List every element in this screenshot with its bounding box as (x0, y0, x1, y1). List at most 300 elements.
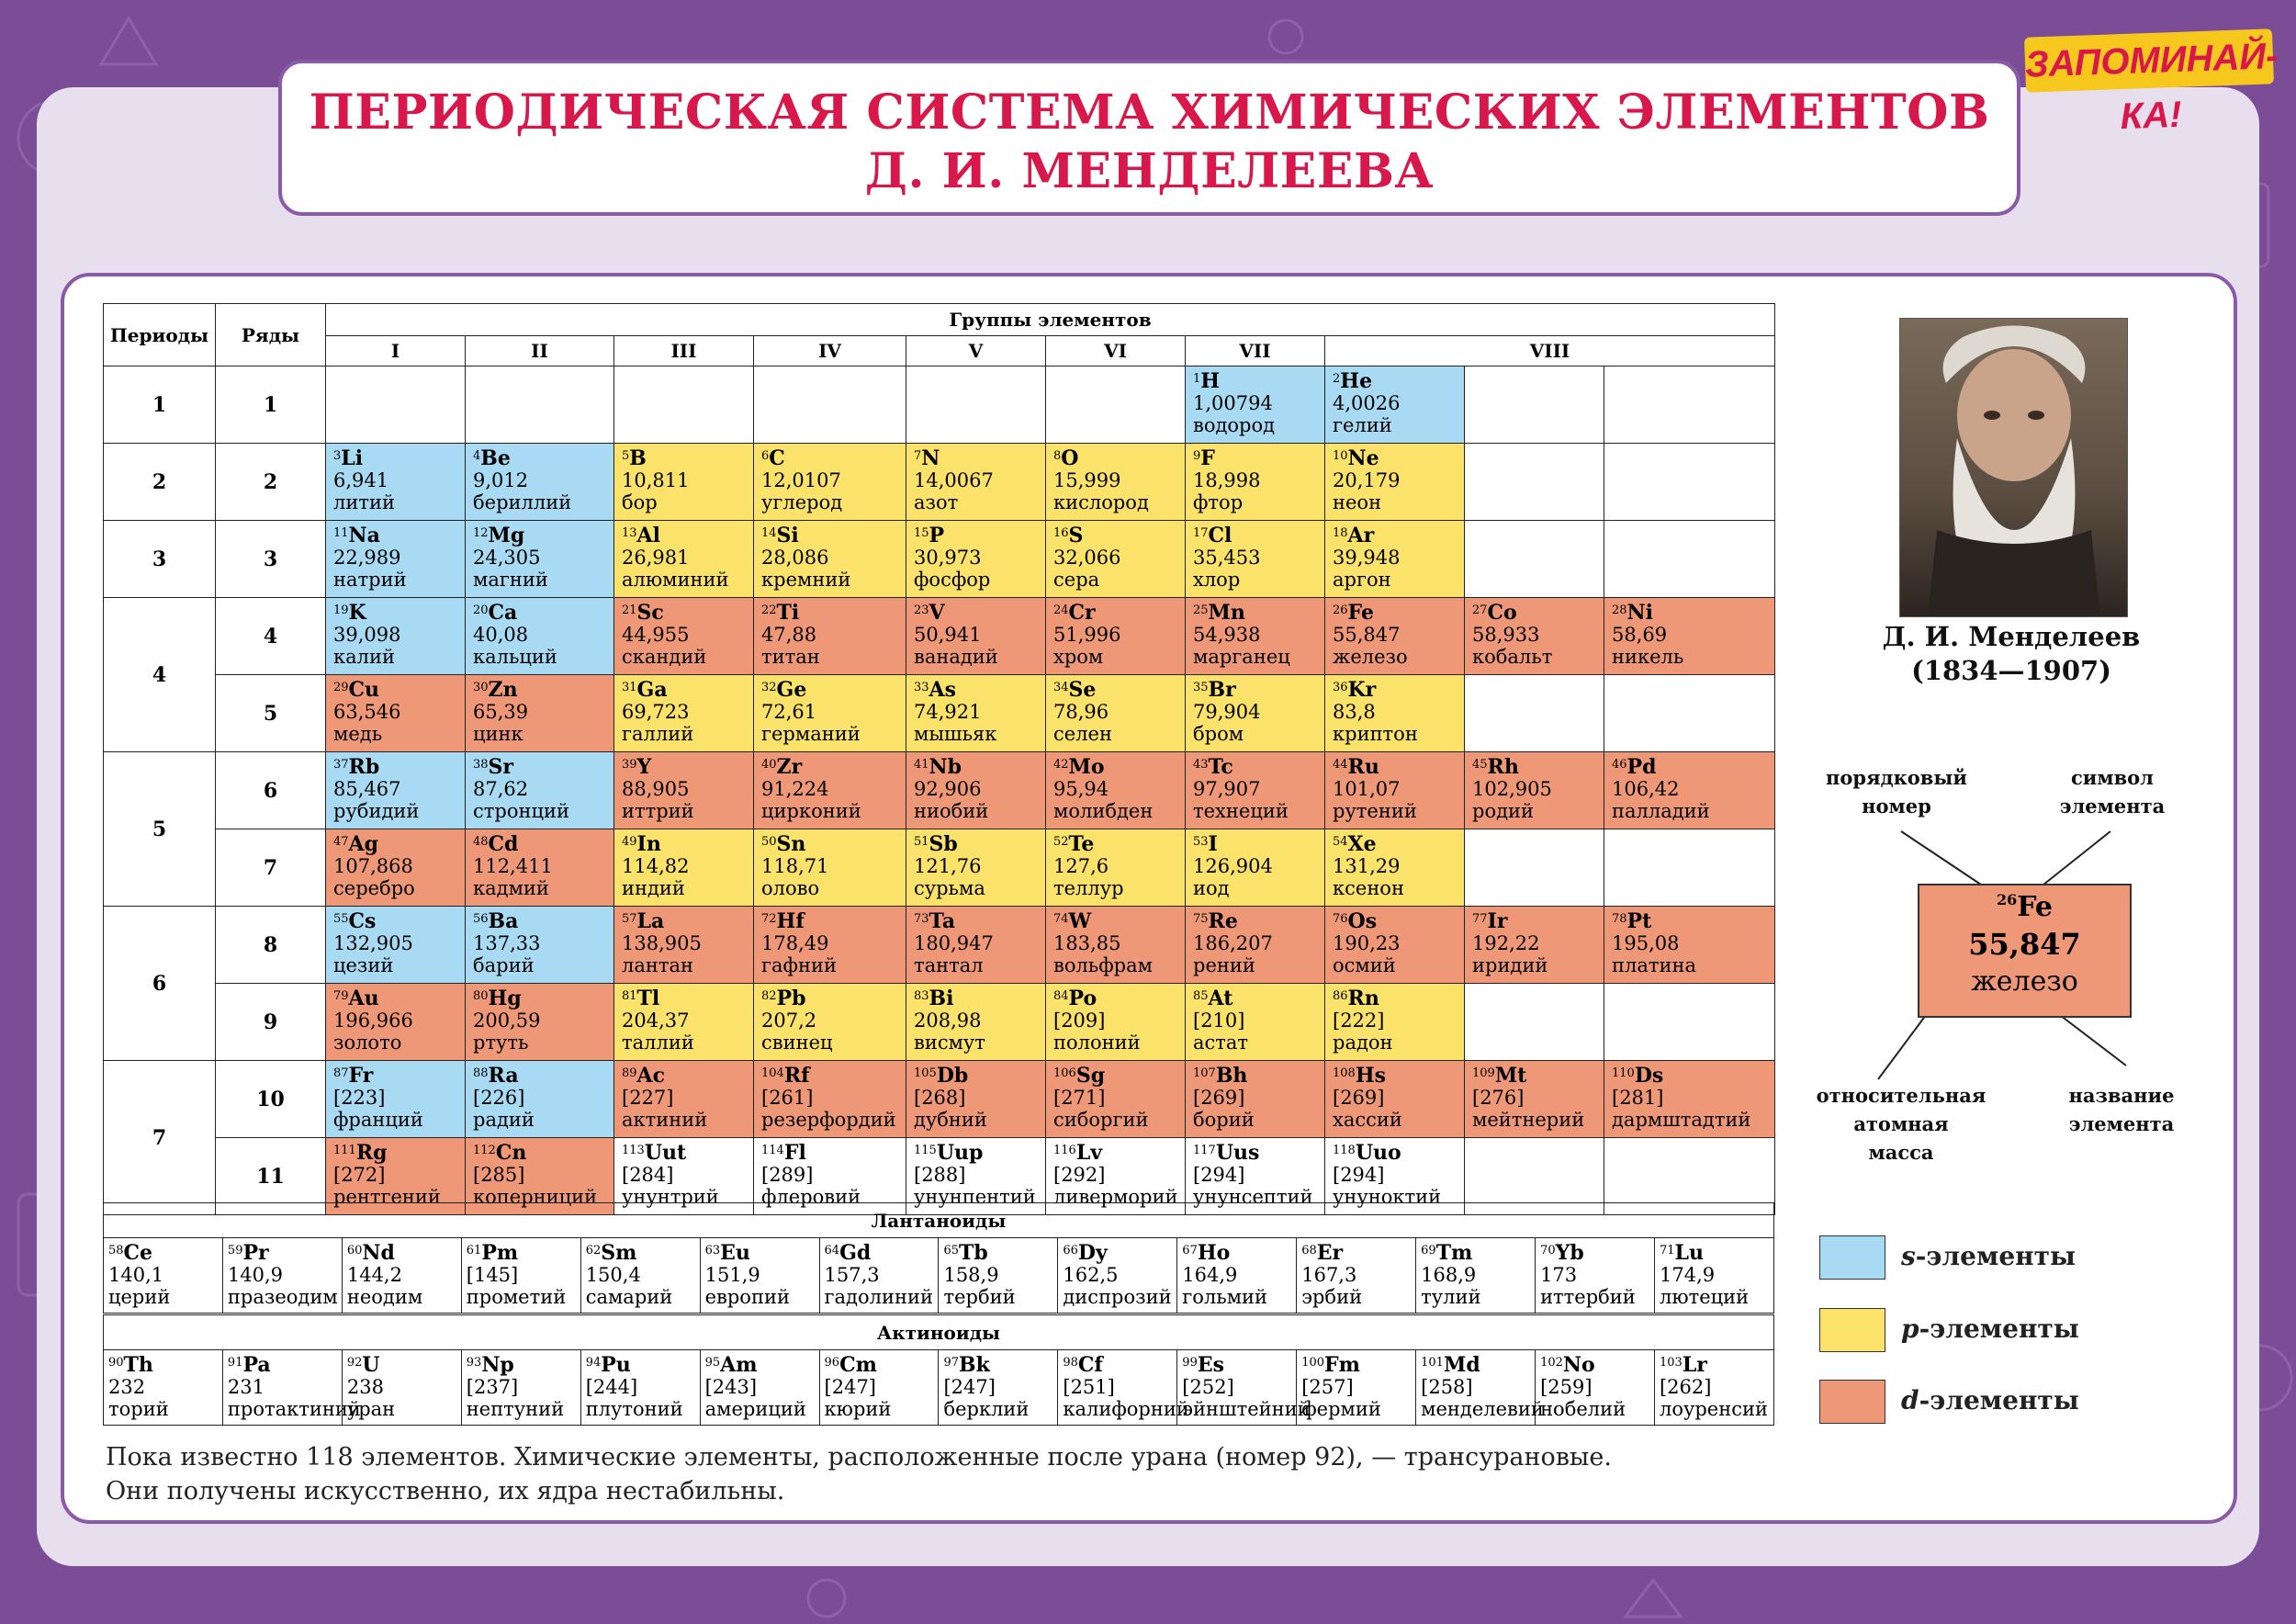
element-number: 78 (1612, 912, 1627, 926)
element-number: 21 (622, 603, 637, 617)
legend-swatch-s (1819, 1235, 1885, 1280)
element-number: 62 (585, 1244, 602, 1257)
element-name: коперниций (473, 1186, 598, 1208)
element-mass: 107,868 (333, 855, 413, 877)
element-number: 82 (761, 989, 777, 1003)
element-name: иридий (1472, 954, 1548, 976)
element-number: 56 (473, 912, 489, 926)
element-name: ливерморий (1053, 1186, 1178, 1208)
element-symbol: Pd (1626, 755, 1657, 779)
element-mass: 35,453 (1193, 547, 1261, 569)
row-number: 2 (216, 444, 326, 521)
element-mass: 112,411 (473, 855, 553, 877)
element-name: лоуренсий (1659, 1398, 1768, 1420)
element-mass: 55,847 (1333, 624, 1401, 646)
portrait-name: Д. И. Менделеев (1882, 621, 2141, 652)
element-symbol: In (636, 832, 661, 856)
row-number: 3 (216, 521, 326, 598)
element-symbol: Be (480, 446, 511, 470)
element-number: 67 (1182, 1244, 1198, 1257)
element-symbol: Fr (348, 1064, 374, 1088)
element-name: унунтрий (622, 1186, 719, 1208)
element-number: 54 (1333, 835, 1348, 849)
element-number: 112 (473, 1144, 496, 1157)
element-name: европий (704, 1286, 790, 1308)
element-name: церий (108, 1286, 171, 1308)
element-symbol: Mn (1208, 601, 1245, 625)
element-number: 4 (473, 449, 481, 463)
element-name: унунсептий (1193, 1186, 1313, 1208)
element-name: бор (622, 491, 658, 513)
element-symbol: Fe (1347, 601, 1374, 625)
element-symbol: Nd (362, 1241, 395, 1265)
element-number: 102 (1540, 1356, 1563, 1370)
element-name: дармштадтий (1612, 1109, 1751, 1131)
element-symbol: Hs (1355, 1064, 1386, 1088)
element-name: мейтнерий (1472, 1109, 1585, 1131)
element-symbol: Zn (488, 678, 518, 702)
element-name: водород (1193, 414, 1276, 436)
element-symbol: Ho (1197, 1241, 1231, 1265)
element-symbol: Si (776, 524, 799, 547)
element-mass: [210] (1193, 1009, 1245, 1032)
element-mass: [222] (1333, 1009, 1385, 1032)
element-name: цирконий (761, 800, 861, 822)
element-symbol: O (1061, 446, 1079, 470)
element-number: 113 (622, 1144, 645, 1157)
element-name: родий (1472, 800, 1535, 822)
element-name: тантал (914, 954, 984, 976)
element-symbol: No (1562, 1353, 1595, 1377)
element-symbol: Dy (1077, 1241, 1108, 1265)
element-number: 23 (914, 603, 929, 617)
legend-suffix-s: -элементы (1915, 1241, 2077, 1271)
element-name: лютеций (1659, 1286, 1750, 1308)
element-name: флеровий (761, 1186, 861, 1208)
element-mass: 186,207 (1193, 932, 1273, 954)
element-symbol: Mt (1494, 1064, 1527, 1088)
element-symbol: Li (341, 446, 364, 470)
element-name: тербий (943, 1286, 1016, 1308)
element-number: 61 (466, 1244, 482, 1257)
element-mass: 83,8 (1333, 701, 1376, 723)
element-mass: 167,3 (1301, 1264, 1357, 1286)
element-mass: 63,546 (333, 701, 401, 723)
element-number: 5 (622, 449, 630, 463)
element-mass: 18,998 (1193, 469, 1261, 491)
element-name: платина (1612, 954, 1696, 976)
legend-text-s (1901, 1235, 2076, 1278)
element-mass: 30,973 (914, 547, 982, 569)
element-symbol: Gd (839, 1241, 872, 1265)
element-mass: [237] (466, 1376, 519, 1398)
element-symbol: Zr (776, 755, 803, 779)
element-number: 47 (333, 835, 349, 849)
element-number: 98 (1063, 1356, 1078, 1370)
element-mass: [262] (1659, 1376, 1712, 1398)
element-symbol: Ac (636, 1064, 666, 1088)
element-symbol: Rb (348, 755, 380, 779)
group-label: VIII (1325, 336, 1775, 367)
element-mass: [251] (1063, 1376, 1115, 1398)
element-name: титан (761, 646, 820, 668)
element-mass: [257] (1301, 1376, 1354, 1398)
element-number: 86 (1333, 989, 1348, 1003)
element-symbol: Cm (839, 1353, 877, 1377)
element-mass: 121,76 (914, 855, 982, 877)
brand-badge: ЗАПОМИНАЙ-КА! (2024, 28, 2274, 92)
element-symbol: Md (1443, 1353, 1480, 1377)
element-mass: 9,012 (473, 469, 529, 491)
element-symbol: U (362, 1353, 380, 1377)
element-number: 81 (622, 989, 637, 1003)
element-mass: [281] (1612, 1087, 1664, 1109)
element-symbol: Cf (1077, 1353, 1103, 1377)
element-symbol: Tl (636, 987, 660, 1010)
element-symbol: N (921, 446, 940, 470)
element-name: кальций (473, 646, 557, 668)
element-symbol: Mg (488, 524, 525, 547)
label-name-line2: элемента (2068, 1112, 2175, 1135)
label-name-line1: название (2068, 1084, 2175, 1107)
element-number: 95 (704, 1356, 721, 1370)
element-name: калифорний (1063, 1398, 1189, 1420)
element-number: 38 (473, 758, 489, 772)
element-symbol: Ag (348, 832, 378, 856)
group-label: VI (1046, 336, 1186, 367)
element-name: палладий (1612, 800, 1710, 822)
element-number: 43 (1193, 758, 1209, 772)
element-number: 48 (473, 835, 489, 849)
legend-suffix-d: -элементы (1919, 1385, 2079, 1415)
element-symbol: Mo (1068, 755, 1105, 779)
element-number: 71 (1659, 1244, 1675, 1257)
element-name: радий (473, 1109, 535, 1131)
element-number: 85 (1193, 989, 1209, 1003)
element-symbol: Sm (601, 1241, 637, 1265)
element-name: железо (1333, 646, 1408, 668)
label-symbol (2048, 763, 2177, 820)
element-name: дубний (914, 1109, 987, 1131)
element-name: гелий (1333, 414, 1392, 436)
element-name: алюминий (622, 569, 729, 591)
element-symbol: Ar (1347, 524, 1375, 547)
element-mass: 58,933 (1472, 624, 1540, 646)
element-mass: [247] (943, 1376, 996, 1398)
element-name: сиборгий (1053, 1109, 1149, 1131)
element-number: 72 (761, 912, 777, 926)
element-name: эйнштейний (1182, 1398, 1311, 1420)
element-mass: [289] (761, 1164, 814, 1186)
element-symbol: Au (348, 987, 379, 1010)
element-number: 50 (761, 835, 777, 849)
element-number: 18 (1333, 526, 1348, 540)
element-symbol: Rh (1487, 755, 1519, 779)
element-name: никель (1612, 646, 1684, 668)
row-number: 4 (216, 598, 326, 675)
element-number: 79 (333, 989, 349, 1003)
element-number: 44 (1333, 758, 1348, 772)
element-number: 83 (914, 989, 929, 1003)
element-number: 36 (1333, 681, 1348, 694)
element-number: 19 (333, 603, 349, 617)
legend-letter-p: p (1901, 1314, 1919, 1344)
element-mass: 12,0107 (761, 469, 841, 491)
element-mass: [247] (824, 1376, 876, 1398)
element-mass: 95,94 (1053, 778, 1109, 800)
element-number: 58 (108, 1244, 124, 1257)
element-symbol: P (929, 524, 945, 547)
element-mass: 40,08 (473, 624, 529, 646)
element-mass: 51,996 (1053, 624, 1121, 646)
element-number: 76 (1333, 912, 1348, 926)
element-symbol: Fl (783, 1141, 806, 1165)
element-number: 110 (1612, 1066, 1635, 1080)
element-number: 32 (761, 681, 777, 694)
element-symbol: Po (1068, 987, 1097, 1010)
element-mass: [269] (1333, 1087, 1385, 1109)
element-mass: 127,6 (1053, 855, 1109, 877)
element-symbol: Cn (495, 1141, 527, 1165)
element-name: кобальт (1472, 646, 1553, 668)
element-name: бериллий (473, 491, 572, 513)
element-mass: [244] (585, 1376, 638, 1398)
element-symbol: Bi (929, 987, 954, 1010)
element-name: унуноктий (1333, 1186, 1442, 1208)
element-name: самарий (585, 1286, 673, 1308)
element-number: 65 (943, 1244, 959, 1257)
element-symbol: Tb (959, 1241, 988, 1265)
element-symbol: Cr (1068, 601, 1096, 625)
row-number: 11 (216, 1138, 326, 1215)
element-mass: 232 (108, 1376, 146, 1398)
element-name: кремний (761, 569, 851, 591)
element-mass: 114,82 (622, 855, 690, 877)
element-number: 6 (761, 449, 770, 463)
element-mass: 195,08 (1612, 932, 1680, 954)
element-number: 34 (1053, 681, 1069, 694)
element-mass: 174,9 (1659, 1264, 1716, 1286)
element-mass: 106,42 (1612, 778, 1680, 800)
element-mass: 15,999 (1053, 469, 1121, 491)
element-number: 14 (761, 526, 777, 540)
element-name: полоний (1053, 1032, 1141, 1054)
period-number: 4 (104, 598, 216, 752)
element-mass: [285] (473, 1164, 525, 1186)
element-mass: [268] (914, 1087, 966, 1109)
element-name: цезий (333, 954, 394, 976)
element-name: серебро (333, 877, 415, 899)
element-name: резерфордий (761, 1109, 896, 1131)
row-number: 6 (216, 752, 326, 829)
element-number: 89 (622, 1066, 637, 1080)
element-mass: [294] (1193, 1164, 1245, 1186)
element-number: 20 (473, 603, 489, 617)
element-mass: 39,948 (1333, 547, 1401, 569)
element-name: гафний (761, 954, 837, 976)
element-name: цинк (473, 723, 523, 745)
element-name: эрбий (1301, 1286, 1363, 1308)
element-symbol: Es (1197, 1353, 1224, 1377)
element-symbol: Ce (123, 1241, 153, 1265)
element-name: теллур (1053, 877, 1124, 899)
element-number: 35 (1193, 681, 1209, 694)
period-number: 6 (104, 907, 216, 1061)
element-mass: [288] (914, 1164, 966, 1186)
element-mass: [269] (1193, 1087, 1245, 1109)
element-name: плутоний (585, 1398, 683, 1420)
sample-number: 26 (1996, 891, 2018, 908)
element-symbol: Pr (242, 1241, 269, 1265)
element-name: унунпентий (914, 1186, 1036, 1208)
element-number: 117 (1193, 1144, 1216, 1157)
element-name: хром (1053, 646, 1104, 668)
label-atomic-mass (1814, 1081, 1988, 1167)
element-symbol: Ne (1347, 446, 1379, 470)
element-number: 94 (585, 1356, 602, 1370)
element-name: гадолиний (824, 1286, 933, 1308)
period-number: 3 (104, 521, 216, 598)
element-symbol: Rn (1347, 987, 1379, 1010)
element-name: астат (1193, 1032, 1249, 1054)
element-number: 80 (473, 989, 489, 1003)
element-number: 42 (1053, 758, 1069, 772)
element-mass: 131,29 (1333, 855, 1401, 877)
element-mass: 65,39 (473, 701, 529, 723)
element-mass: 238 (346, 1376, 384, 1398)
element-name: тулий (1421, 1286, 1481, 1308)
element-number: 8 (1053, 449, 1062, 463)
element-mass: 151,9 (704, 1264, 760, 1286)
element-number: 31 (622, 681, 637, 694)
element-mass: 162,5 (1063, 1264, 1119, 1286)
element-symbol: La (636, 909, 665, 933)
actinides-header: Актиноиды (104, 1315, 1774, 1350)
element-symbol: Kr (1347, 678, 1377, 702)
element-mass: 102,905 (1472, 778, 1552, 800)
element-symbol: Pb (776, 987, 806, 1010)
element-name: ртуть (473, 1032, 529, 1054)
element-symbol: Ge (776, 678, 807, 702)
element-name: фермий (1301, 1398, 1381, 1420)
element-number: 63 (704, 1244, 721, 1257)
element-mass: [223] (333, 1087, 386, 1109)
element-symbol: Sr (488, 755, 514, 779)
element-symbol: He (1340, 369, 1373, 393)
element-number: 49 (622, 835, 637, 849)
element-mass: [276] (1472, 1087, 1525, 1109)
element-mass: 78,96 (1053, 701, 1109, 723)
element-number: 9 (1193, 449, 1201, 463)
element-number: 109 (1472, 1066, 1495, 1080)
element-symbol: Te (1068, 832, 1095, 856)
element-symbol: Ca (488, 601, 518, 625)
label-element-name (2057, 1081, 2186, 1138)
element-symbol: Ru (1347, 755, 1379, 779)
element-symbol: Lu (1674, 1241, 1704, 1265)
element-name: прометий (466, 1286, 567, 1308)
element-name: нобелий (1540, 1398, 1626, 1420)
row-number: 10 (216, 1061, 326, 1138)
legend-letter-s: s (1901, 1241, 1916, 1271)
element-mass: 126,904 (1193, 855, 1273, 877)
element-mass: [243] (704, 1376, 758, 1398)
element-name: фосфор (914, 569, 991, 591)
element-mass: 138,905 (622, 932, 702, 954)
element-name: таллий (622, 1032, 694, 1054)
element-number: 97 (943, 1356, 959, 1370)
period-number: 2 (104, 444, 216, 521)
element-number: 92 (346, 1356, 363, 1370)
element-name: лантан (622, 954, 693, 976)
legend-text-p (1901, 1308, 2079, 1350)
element-number: 115 (914, 1144, 937, 1157)
element-name: празеодим (227, 1286, 338, 1308)
element-symbol: I (1208, 832, 1218, 856)
element-mass: [227] (622, 1087, 674, 1109)
element-symbol: Os (1347, 909, 1378, 933)
element-number: 41 (914, 758, 929, 772)
row-number: 5 (216, 675, 326, 752)
element-number: 40 (761, 758, 777, 772)
element-name: кислород (1053, 491, 1149, 513)
element-name: осмий (1333, 954, 1396, 976)
element-mass: [271] (1053, 1087, 1106, 1109)
element-mass: 54,938 (1193, 624, 1261, 646)
element-mass: 196,966 (333, 1009, 413, 1032)
element-name: протактиний (227, 1398, 361, 1420)
element-name: америций (704, 1398, 806, 1420)
element-mass: 137,33 (473, 932, 541, 954)
row-number: 7 (216, 829, 326, 907)
element-mass: 158,9 (943, 1264, 999, 1286)
element-number: 70 (1540, 1244, 1556, 1257)
element-symbol: Uuo (1355, 1141, 1401, 1165)
element-number: 93 (466, 1356, 482, 1370)
group-label: IV (754, 336, 906, 367)
element-symbol: Cu (348, 678, 380, 702)
element-number: 114 (761, 1144, 784, 1157)
element-number: 118 (1333, 1144, 1356, 1157)
element-name: нептуний (466, 1398, 565, 1420)
element-name: иттрий (622, 800, 694, 822)
element-symbol: H (1200, 369, 1221, 393)
element-mass: 28,086 (761, 547, 829, 569)
element-name: мышьяк (914, 723, 997, 745)
element-name: золото (333, 1032, 402, 1054)
element-name: олово (761, 877, 820, 899)
label-mass-line2: атомная (1853, 1112, 1949, 1135)
element-number: 25 (1193, 603, 1209, 617)
element-number: 64 (824, 1244, 840, 1257)
element-number: 26 (1333, 603, 1348, 617)
element-name: литий (333, 491, 395, 513)
element-number: 104 (761, 1066, 784, 1080)
element-number: 77 (1472, 912, 1488, 926)
element-symbol: Al (636, 524, 660, 547)
element-mass: 87,62 (473, 778, 529, 800)
element-name: менделевий (1421, 1398, 1544, 1420)
element-number: 37 (333, 758, 349, 772)
element-number: 46 (1612, 758, 1627, 772)
element-name: висмут (914, 1032, 985, 1054)
element-symbol: Ra (488, 1064, 519, 1088)
element-mass: [145] (466, 1264, 519, 1286)
element-mass: 85,467 (333, 778, 401, 800)
element-mass: 231 (227, 1376, 265, 1398)
element-mass: [258] (1421, 1376, 1473, 1398)
element-mass: 144,2 (346, 1264, 402, 1286)
